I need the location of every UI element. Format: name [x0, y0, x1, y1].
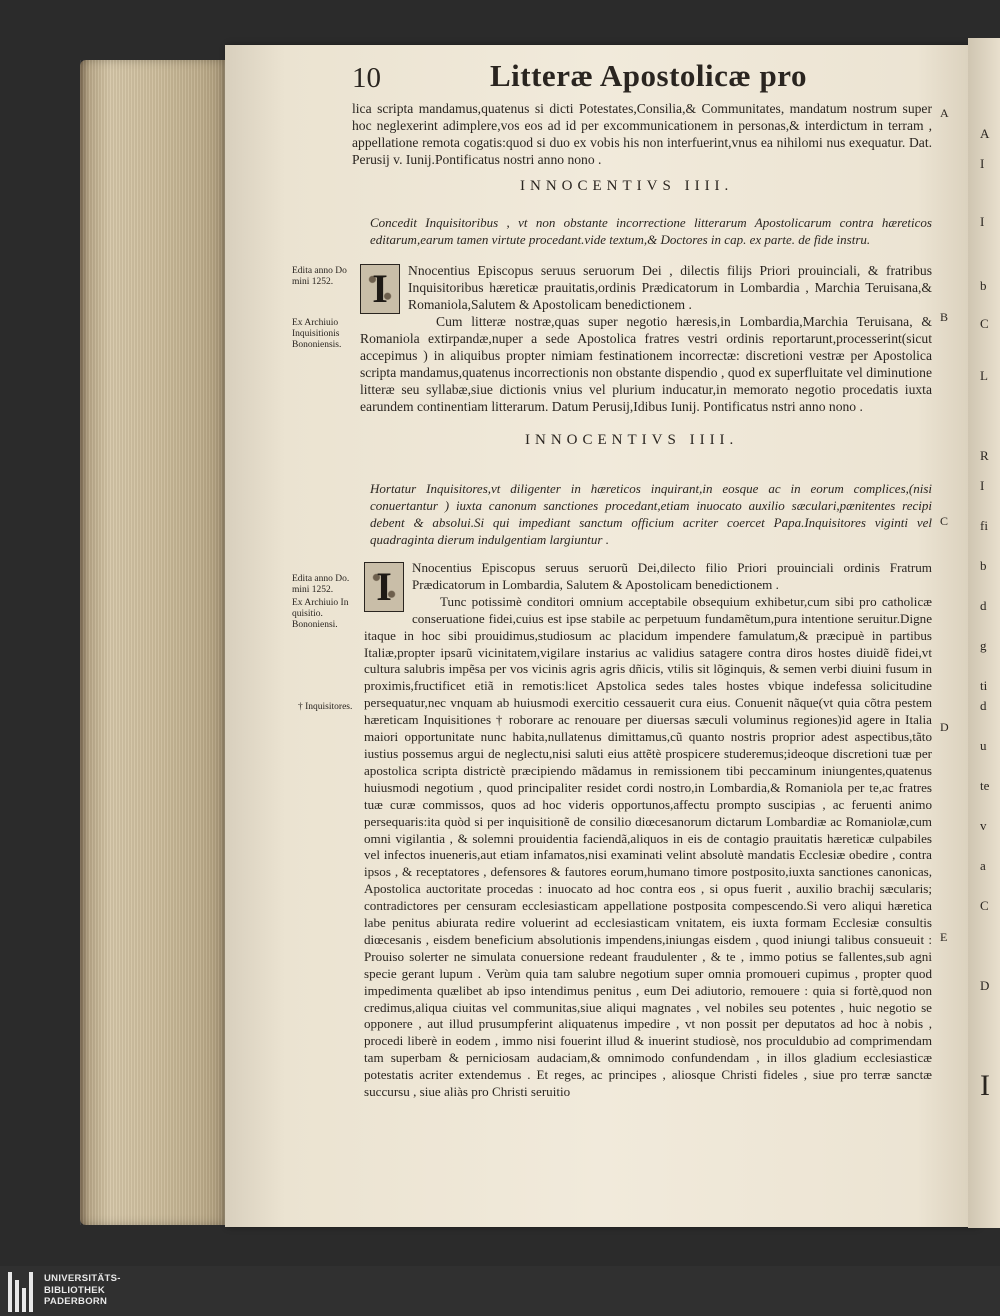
- facing-page-fragment: fi: [980, 518, 988, 533]
- running-title: Litteræ Apostolicæ pro: [490, 58, 807, 93]
- facing-page-fragment: I: [980, 1069, 990, 1102]
- facing-page-fragment: R: [980, 448, 989, 463]
- section-heading: INNOCENTIVS IIII.: [520, 178, 734, 194]
- margin-note: Ex Archiuio Inquisitionis Bononiensis.: [292, 318, 342, 350]
- margin-note: Ex Archiuio In quisitio. Bononiensi.: [292, 598, 349, 630]
- margin-letter: D: [940, 720, 949, 734]
- facing-page-fragment: C: [980, 316, 989, 331]
- facing-page-fragment: A: [980, 126, 990, 141]
- book-page-edges: [80, 60, 230, 1225]
- section2-body: [364, 560, 932, 1101]
- margin-letter: E: [940, 930, 948, 944]
- opening-paragraph: lica scripta mandamus,quatenus si dicti Potestates,Consilia,& Communitates, mandatum nostrum super hoc neglexerint adimplere,vos eos ad id per excommunicationem in personas,& interdictum in terram , appellatione remota cogatis:quod si duo ex vobis his non interfuerint,vnus ea nihilomi nus exequatur. Dat. Perusij v. Iunij.Pontificatus nostri anno nono .: [352, 101, 932, 167]
- section-summary: Hortatur Inquisitores,vt diligenter in hæreticos inquirant,in eosque ac in eorum complices,(nisi conuertantur ) iuxta canonum sanctiones procedant,etiam inuocato auxilio sæculari,pænitentes recipi debent & absolui.Si qui impediant sanctum officium acriter coercet Papa.Inquisitores viginti vel quadraginta dierum indulgentiam largiuntur .: [370, 481, 932, 547]
- library-name-line: PADERBORN: [44, 1296, 108, 1307]
- facing-page-fragment: ti: [980, 678, 988, 693]
- section2-paragraph: Tunc potissimè conditori omnium acceptabile obsequium exhibetur,cum sibi pro catholicæ conseruatione fidei,cuius est ipse stabile ac perpetuum fundamẽtum,pura intentione seruitur.Digne itaque in hoc sibi prouidimus,studiosum ac placidum impendere famulatum,& præcipuè in partibus Italiæ,propter ipsarũ vicinitatem,vigilare instarius ac validius satagere contra diros hostes diuidẽ fidei,vt cultura salubris impẽsa per vos vicinis agris agris dñicis, vtilis sit lõginquis, & semen verbi diuini fusum in proximis,fructificet etiã in remotis:licet Apstolica sedes tales hostes vbique indefessa solicitudine persequatur,nec vnquam ab huiusmodi exercitio cessauerit cura eius. Conuenit nãque(vt quia cõtra pestem hæreticam Inquisitiones † roborare ac renouare per diuersas sæculi voluminus regiones)id agere in Italia maiori opportunitate nunc habita,nullatenus dimittamus,cũ quanto nostris proprior adest aspectibus,tãto iustius possemus argui de neglectu,nisi saluti eius attẽtè prospicere studeremus;ideoque discretioni tuæ per apostolica scripta districtè præcipiendo mãdamus in remissionem tibi peccaminum iniungentes,quatenus huiusmodi negotium , quod principaliter residet cordi nostro,in Lombardia,& Romaniola per te,ac fratres tuæ curæ commissos, quos ad hoc videris opportunos,affectu prompto suscipias , ac feruenti animo persequaris:ita quòd si per inquisitionẽ de consilio diœcesanorum dictarum Lombardiæ ac Romaniolæ,cum omni vigilantia , & solemni prouidentia faciendã,aliquos in eis de contagio prauitatis hæreticæ culpabiles vel infectos inueneris,aut etiam infamatos,nisi examinati velint absolutè mandatis Ecclesiæ obedire , contra ipsos , & receptatores , defensores & fautores eorum,humano timore postposito,iuxta sanctiones canonicas, Apostolica auctoritate procedas : inuocato ad hoc contra eos , si opus fuerit , auxilio brachij sæcularis; contradictores per censuram ecclesiasticam appellatione postposita compescendo.Si vero aliqui hæretica labe penitus abiurata redire voluerint ad ecclesiasticam vnitatem, eis iuxta formam Ecclesiæ consultis diœcesanis , eisdem beneficium absolutionis impendens,iniungas eisdem , quod iniungi talibus consueuit : Prouiso solerter ne simulata conuersione redeant fraudulenter , & te , immo potius se fallentes,sub agni specie gerant lupum . Verùm quia tam salubre negotium super omnia promoueri cupimus , propter quod impedimenta quælibet ab ipso intendimus penitus , eum Dei adiutorio, remouere : quia si fortè,quod non credimus,aliqua ciuitas vel communitas,siue aliqui magnates , vel nobiles seu potentes , huic negotio se opponere , aut illud prusumpferint aliquatenus impedire , vt non possit per deputatos ad hoc à nobis , procedi liberè in eodem , immo nisi fouerint illud & inuerint studiosè, nos proculdubio ad comprimendam tam superbam & perniciosam audaciam,& omnimodo confundendam , in illos gladium ecclesiasticæ potestatis acriter extendemus . Et reges, ac principes , aliosque Christi fideles , siue pro terræ sanctæ succursu , siue aliàs pro Christi seruitio: [364, 593, 932, 1100]
- margin-note: Edita anno Do. mini 1252.: [292, 574, 350, 595]
- decorated-initial: I: [360, 264, 400, 314]
- margin-letter: C: [940, 514, 949, 528]
- footer-bar: [0, 1266, 1000, 1316]
- facing-page-fragment: te: [980, 778, 990, 793]
- decorated-initial: I: [364, 562, 404, 612]
- section1-paragraph: Cum litteræ nostræ,quas super negotio hæresis,in Lombardia,Marchia Teruisana, & Romaniola extirpandæ,nuper a sede Apostolica fratres vestri ordinis reportarunt,processerint(sicut accepimus ) in aliquibus propter nimiam festinationem incorrectæ: discretioni vestræ per Apostolica scripta mandamus,quatenus incorrectionis non obstante dispendio , quod ex superfluitate vel diminutione litteræ seu syllabæ,siue dictionis vnius vel plurium inducatur,in memorato negotio procedatis iuxta earundem continentiam litterarum. Datum Perusij,Idibus Iunij. Pontificatus nstri anno nono .: [360, 314, 932, 414]
- margin-note: Edita anno Do mini 1252.: [292, 266, 347, 287]
- section-heading: INNOCENTIVS IIII.: [525, 432, 739, 448]
- facing-page-fragment: b: [980, 278, 987, 293]
- library-name-line: BIBLIOTHEK: [44, 1284, 106, 1296]
- page-number: 10: [352, 62, 381, 94]
- facing-page-fragment: v: [980, 818, 987, 833]
- library-name-line: UNIVERSITÄTS-: [44, 1273, 121, 1284]
- facing-page-fragment: d: [980, 698, 987, 713]
- library-logo: [8, 1272, 128, 1312]
- facing-page-fragment: a: [980, 858, 986, 873]
- facing-page-fragment: g: [980, 638, 987, 653]
- section-summary: Concedit Inquisitoribus , vt non obstante incorrectione litterarum Apostolicarum contra hæreticos editarum,earum tamen virtute procedant.vide textum,& Doctores in cap. ex parte. de fide instru.: [370, 215, 932, 247]
- facing-page-fragment: D: [980, 978, 990, 993]
- margin-letter: B: [940, 310, 949, 324]
- facing-page-fragment: L: [980, 368, 988, 383]
- facing-page-fragment: C: [980, 898, 989, 913]
- facing-page-fragment: I: [980, 156, 985, 171]
- facing-page-fragment: I: [980, 214, 985, 229]
- section1-paragraph: Nnocentius Episcopus seruus seruorum Dei , dilectis filijs Priori prouinciali, & fratribus Inquisitoribus hæreticæ prauitatis,ordinis Prædicatorum in Lombardia , Marchia Teruisana,& Romaniola,Salutem & Apostolicam benedictionem .: [408, 263, 932, 312]
- library-logo-icon: [8, 1272, 38, 1312]
- margin-letter: A: [940, 106, 949, 120]
- section1-body: [360, 262, 932, 415]
- section2-paragraph: Nnocentius Episcopus seruus seruorũ Dei,dilecto filio Priori prouinciali ordinis Fratrum Prædicatorum in Lombardia, Salutem & Apostolicam benedictionem .: [412, 560, 932, 592]
- margin-note: † Inquisitores.: [298, 702, 353, 712]
- opening-text: [352, 100, 932, 168]
- facing-page-fragment: d: [980, 598, 987, 613]
- facing-page-fragment: b: [980, 558, 987, 573]
- facing-page-fragment: u: [980, 738, 987, 753]
- facing-page-edge: [968, 38, 1000, 1228]
- facing-page-fragment: I: [980, 478, 985, 493]
